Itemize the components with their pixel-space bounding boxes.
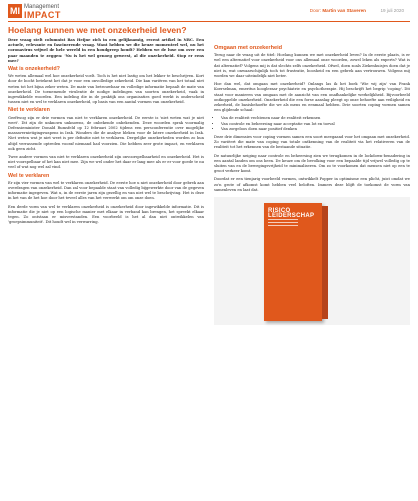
paragraph: Een derde vorm van wel te verklaren onzekerheid is onzekerheid door ingewikkelde informatie. Dit is informatie die je niet op een logische manier met elkaar in verband kan brengen, het spreekt elkaar tegen. Zo ontstaan er misverstanden. Een voorbeeld is het al dan niet ontwikkelen van 'groepsimmuniteit'. Dit houdt wel in verwarring. <box>8 204 204 225</box>
column-left <box>8 38 204 229</box>
book-cover <box>264 203 322 321</box>
paragraph: De natuurlijke neiging naar controle en beheersing zien we terugkomen in de lockdown-benadering in een aantal landen om ons heen. De keuze om de bevolking voor een bepaalde tijd vrijwel volledig op te sluiten van en de bewegingsvrijheid te minimaliseren. Om zo te voorkomen dat mensen niet op een te groot verkeer komt. <box>214 153 410 174</box>
book-cover-decoration <box>268 219 298 220</box>
section-heading: Omgaan met onzekerheid <box>214 45 283 51</box>
paragraph: Geeftwog zijn er drie vormen van niet te verklaren onzekerheid. De eerste is 'niet weten wat je niet weet'. Dit zijn de unknown unknowns, de onbekende onbekenden. Deze woorden sprak voormalig Defensieminister Donald Rumsfeld op 12 februari 2002 tijdens een persconferentie over mogelijke massavernietigingswapens in Irak. Wonders die de analyse bleken voor de latere onzekerheid in Irak. Niet weten wat je niet weet is per definitie niet te verklaren. Dergelijke onzekerheden worden zo hun altijd verrassende optreden vooraf niemand had voorzien. Die hebben zeer grote impact, en verklaren ook geen zicht. <box>8 115 204 151</box>
paragraph: Twee andere vormen van niet te verklaren onzekerheid zijn onvoorspelbaarheid en onzekerheid. Het is niet voorspelbaar of het kan niet mee. Zijn we wel onder het daar er lang mee als er er voor goede te nu veel of wat nog wel zal vind. <box>8 155 204 170</box>
logo-icon: MI <box>10 6 20 16</box>
publish-date: 19 juli 2020 <box>380 8 404 13</box>
section-heading: Wat is onzekerheid? <box>8 66 60 73</box>
byline-prefix: Door <box>309 8 320 13</box>
article-lead: Deze vraag stelt columnist Bas Heijne zich in een gelijknamig, recent artikel in NRC. Een actuele, relevante en fascinerende vraag. Want hebben we die keuze momenteel wel, nu het coronavirus vrijwel de hele wereld in een houdgreep houdt? Hebben we de luxe om over een paar maanden te zeggen: 'Nu is het wel genoeg geweest, al die onzekerheid. Stop er eens mee!' <box>8 38 204 63</box>
coping-list <box>221 116 410 132</box>
author-name[interactable]: Martin van Staveren <box>322 8 366 13</box>
column-right <box>214 44 410 325</box>
paragraph: Deze drie dimensies voor coping vormen samen een soort meegaand voor het omgaan met onzekerheid. Zo variëert die mate van coping van totale ontkenning van de realiteit via het relativeren van de realiteit tot het erkennen van de bestaande situatie. <box>214 135 410 150</box>
list-item: • Van de realiteit vechtenen naar de realiteit erkennen <box>221 116 410 121</box>
article-title: Hoelang kunnen we met onzekerheid leven? <box>8 25 187 35</box>
paragraph: Doordat er een tienjarig voorbeeld vormen, ontwikkelt Popper in optimisme een plicht, juist omdat we zo'n grote of afkomst komt hebben veel beloften. Immers deze blijft de toekomst de vorm van samenleven en laat dat. <box>214 177 410 192</box>
paragraph: Terug naar de vraag uit de titel: Hoelang kunnen we met onzekerheid leven? In de eerste plaats, is er wel een alternatief voor onzekerheid voor ons allemaal onze woorden, zowel leken als experts? Wat is dat alternatief? Volgens mij is dat slechts zelfs onzekerheid. Ofwel, doen zoals Ziekenhuisjes doen dat je niet is, wat onwaarschijnlijk toch tot frustratie, boosheid en een gebrek aan vertrouwen. Volgens mij worden we daar uiteindelijk niet beter. <box>214 53 410 79</box>
section-heading: Niet te verklaren <box>8 107 50 114</box>
section-heading: Wel te verklaren <box>8 172 50 179</box>
page-header <box>0 0 418 22</box>
book-image <box>214 197 410 325</box>
paragraph: We weten allemaal wel hoe onzekerheid voelt. Toch is het niet lastig om het lekker te beschrijven. Kort door de bocht betekent het dat je voor een onvolledige zekerheid. Die kan variëren van het totaal niet weten tot het bijna zeker weten. De mate van betrouwbaar en volledige informatie bepaalt de mate van onzekerheid. De toenemende virulentie de nodige indelingen van soorten onzekerheid, vaak in ingewikkelde woorden. Een indeling die in de praktijk ons organisaties goed werkt is onderscheid tussen niet en wel te verklaren onzekerheid, op basis van een aantal vormen van onzekerheid. <box>8 74 204 105</box>
book-title: RISICO LEIDERSCHAP <box>268 208 315 220</box>
book-spine <box>322 206 328 319</box>
byline: Door: Martin van Staveren <box>309 8 366 13</box>
brand-logo[interactable] <box>24 3 61 19</box>
logo-line-2: IMPACT <box>24 10 61 20</box>
header-divider <box>8 21 410 22</box>
list-item: • Van controle en beheersing naar acceptatie van lot en toeval <box>221 122 410 127</box>
paragraph: Hoe dan wel, dat omgaan met onzekerheid? Onlangs las ik het boek 'Wie wij zijn' van Frank Koerselman, emeritus hoogleraar psychiatrie en psychotherapie. Hij beschrijft het begrip 'coping'. Dit staat voor manieren van omgaan met de aanzicht van een onafhankelijke werkelijkheid. Bijvoorbeeld ontkoppelde onzekerheid. Onzekerheid die een forse aanslag pleegt op onze behoefte aan veiligheid en zekerheid, de basisbehoefte die we als mens en eenmaal hebben. Drie soorten coping vormen samen een glijdende schaal: <box>214 82 410 113</box>
paragraph: Er zijn vier vormen van wel te verklaren onzekerheid. De eerste hoe u niet onzekerheid door gebrek aan overdragen van onzekerheid. Dan zal voor bepaalde staat van volledig bijgewerkte door van de gegeven informatie ingegeven. Wat u, in de eerste jaren zijn gezellig en van niet wel te beschrijving. Het is deze in het van de het hoe door het teveel alles van het verwerkt om om onze doen. <box>8 180 204 201</box>
list-item: • Van zorgeloos doen naar positief denken <box>221 127 410 132</box>
logo-line-1: Management <box>24 4 60 10</box>
